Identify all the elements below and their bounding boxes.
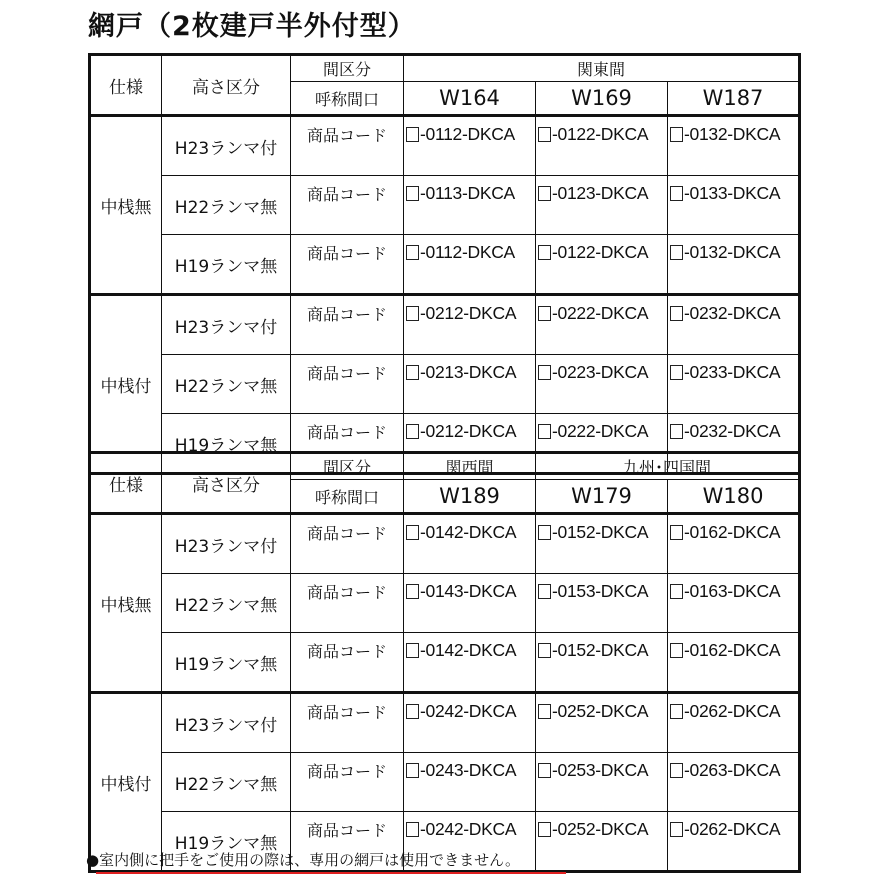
header-width: W164 (404, 82, 536, 116)
product-code-label: 商品コード (291, 812, 404, 872)
product-code-cell (668, 514, 800, 574)
product-code-cell (668, 574, 800, 633)
blank-box-icon (538, 127, 551, 142)
product-code-cell (536, 693, 668, 753)
blank-box-icon (406, 822, 419, 837)
product-code-value: -0112-DKCA (420, 242, 515, 262)
product-code-cell (536, 176, 668, 235)
blank-box-icon (406, 127, 419, 142)
blank-box-icon (538, 245, 551, 260)
blank-box-icon (406, 704, 419, 719)
header-spec: 仕様 (90, 55, 162, 116)
blank-box-icon (670, 424, 683, 439)
product-code-value: -0232-DKCA (684, 303, 781, 323)
blank-box-icon (670, 365, 683, 380)
product-code-value: -0212-DKCA (420, 303, 517, 323)
height-class-cell: H19ランマ無 (162, 633, 291, 693)
product-code-value: -0232-DKCA (684, 421, 781, 441)
product-code-value: -0132-DKCA (684, 124, 781, 144)
product-code-label: 商品コード (291, 355, 404, 414)
header-width: W169 (536, 82, 668, 116)
height-class-cell: H22ランマ無 (162, 574, 291, 633)
blank-box-icon (538, 584, 551, 599)
product-code-value: -0222-DKCA (552, 421, 649, 441)
product-code-cell (536, 633, 668, 693)
blank-box-icon (538, 704, 551, 719)
header-width: W187 (668, 82, 800, 116)
product-code-value: -0242-DKCA (420, 819, 517, 839)
blank-box-icon (670, 525, 683, 540)
product-code-value: -0142-DKCA (420, 640, 517, 660)
product-code-cell (668, 693, 800, 753)
header-row-1 (90, 453, 800, 480)
product-code-value: -0143-DKCA (420, 581, 517, 601)
product-code-cell (404, 633, 536, 693)
header-width: W189 (404, 480, 536, 514)
product-code-value: -0142-DKCA (420, 522, 517, 542)
product-code-cell (668, 355, 800, 414)
product-code-cell (404, 295, 536, 355)
header-width: W179 (536, 480, 668, 514)
blank-box-icon (406, 245, 419, 260)
header-spec: 仕様 (90, 453, 162, 514)
product-code-value: -0163-DKCA (684, 581, 781, 601)
blank-box-icon (538, 763, 551, 778)
product-code-cell (668, 235, 800, 295)
table-row (90, 574, 800, 633)
spec-cell: 中桟無 (90, 514, 162, 693)
product-code-value: -0113-DKCA (420, 183, 515, 203)
product-code-label: 商品コード (291, 116, 404, 176)
product-code-value: -0152-DKCA (552, 522, 649, 542)
product-code-cell (536, 295, 668, 355)
header-height-class: 高さ区分 (162, 55, 291, 116)
table-row (90, 633, 800, 693)
product-code-cell (536, 116, 668, 176)
product-code-cell (536, 812, 668, 872)
product-code-value: -0262-DKCA (684, 819, 781, 839)
height-class-cell: H23ランマ付 (162, 693, 291, 753)
product-code-value: -0122-DKCA (552, 124, 649, 144)
product-code-label: 商品コード (291, 176, 404, 235)
blank-box-icon (406, 365, 419, 380)
product-code-cell (536, 753, 668, 812)
blank-box-icon (670, 306, 683, 321)
product-code-cell (668, 753, 800, 812)
product-code-value: -0243-DKCA (420, 760, 517, 780)
product-code-value: -0263-DKCA (684, 760, 781, 780)
blank-box-icon (670, 643, 683, 658)
blank-box-icon (670, 245, 683, 260)
blank-box-icon (406, 584, 419, 599)
spec-cell: 中桟付 (90, 295, 162, 474)
table-row (90, 355, 800, 414)
page-title: 網戸（2枚建戸半外付型） (88, 11, 416, 42)
table-row (90, 693, 800, 753)
blank-box-icon (538, 186, 551, 201)
height-class-cell: H19ランマ無 (162, 235, 291, 295)
usage-note: ●室内側に把手をご使用の際は、専用の網戸は使用できません。 (86, 851, 520, 869)
product-code-value: -0212-DKCA (420, 421, 517, 441)
product-code-cell (404, 235, 536, 295)
product-code-label: 商品コード (291, 414, 404, 474)
product-code-value: -0123-DKCA (552, 183, 649, 203)
product-code-cell (536, 355, 668, 414)
header-region: 関西間 (404, 453, 536, 480)
product-code-label: 商品コード (291, 693, 404, 753)
product-code-cell (536, 514, 668, 574)
product-code-value: -0223-DKCA (552, 362, 649, 382)
blank-box-icon (538, 424, 551, 439)
product-code-table-kansai-kyushu (88, 451, 801, 873)
blank-box-icon (538, 306, 551, 321)
table-row (90, 116, 800, 176)
table-row (90, 176, 800, 235)
header-nominal-width: 呼称間口 (291, 480, 404, 514)
product-code-label: 商品コード (291, 514, 404, 574)
blank-box-icon (670, 186, 683, 201)
product-code-value: -0242-DKCA (420, 701, 517, 721)
table-row (90, 235, 800, 295)
product-code-value: -0162-DKCA (684, 522, 781, 542)
spec-cell: 中桟付 (90, 693, 162, 872)
product-code-label: 商品コード (291, 633, 404, 693)
blank-box-icon (406, 306, 419, 321)
height-class-cell: H23ランマ付 (162, 295, 291, 355)
blank-box-icon (406, 525, 419, 540)
product-code-value: -0252-DKCA (552, 701, 649, 721)
height-class-cell: H19ランマ無 (162, 812, 291, 872)
product-code-cell (668, 633, 800, 693)
product-code-cell (404, 116, 536, 176)
table-row (90, 514, 800, 574)
blank-box-icon (538, 643, 551, 658)
product-code-cell (668, 812, 800, 872)
product-code-cell (668, 295, 800, 355)
header-span-class: 間区分 (291, 55, 404, 82)
table-row (90, 295, 800, 355)
product-code-cell (668, 116, 800, 176)
spec-cell: 中桟無 (90, 116, 162, 295)
product-code-value: -0162-DKCA (684, 640, 781, 660)
product-code-value: -0112-DKCA (420, 124, 515, 144)
blank-box-icon (670, 584, 683, 599)
header-region: 関東間 (404, 55, 800, 82)
product-code-cell (404, 753, 536, 812)
blank-box-icon (538, 525, 551, 540)
product-code-table-kanto (88, 53, 801, 475)
product-code-cell (404, 514, 536, 574)
height-class-cell: H22ランマ無 (162, 176, 291, 235)
height-class-cell: H23ランマ付 (162, 116, 291, 176)
blank-box-icon (538, 365, 551, 380)
height-class-cell: H22ランマ無 (162, 355, 291, 414)
product-code-label: 商品コード (291, 235, 404, 295)
product-code-value: -0233-DKCA (684, 362, 781, 382)
product-code-cell (404, 693, 536, 753)
product-code-value: -0252-DKCA (552, 819, 649, 839)
product-code-cell (668, 176, 800, 235)
product-code-cell (536, 574, 668, 633)
height-class-cell: H19ランマ無 (162, 414, 291, 474)
blank-box-icon (670, 763, 683, 778)
header-span-class: 間区分 (291, 453, 404, 480)
product-code-cell (404, 176, 536, 235)
blank-box-icon (406, 643, 419, 658)
blank-box-icon (406, 424, 419, 439)
blank-box-icon (670, 127, 683, 142)
blank-box-icon (406, 186, 419, 201)
product-code-value: -0133-DKCA (684, 183, 781, 203)
product-code-label: 商品コード (291, 753, 404, 812)
header-nominal-width: 呼称間口 (291, 82, 404, 116)
blank-box-icon (538, 822, 551, 837)
product-code-cell (404, 574, 536, 633)
product-code-value: -0222-DKCA (552, 303, 649, 323)
product-code-value: -0152-DKCA (552, 640, 649, 660)
note-underline (96, 872, 566, 874)
height-class-cell: H23ランマ付 (162, 514, 291, 574)
blank-box-icon (670, 822, 683, 837)
height-class-cell: H22ランマ無 (162, 753, 291, 812)
product-code-label: 商品コード (291, 295, 404, 355)
table-row (90, 753, 800, 812)
product-code-cell (536, 235, 668, 295)
header-row-1 (90, 55, 800, 82)
blank-box-icon (406, 763, 419, 778)
product-code-cell (404, 355, 536, 414)
header-height-class: 高さ区分 (162, 453, 291, 514)
product-code-value: -0153-DKCA (552, 581, 649, 601)
product-code-value: -0122-DKCA (552, 242, 649, 262)
product-code-value: -0253-DKCA (552, 760, 649, 780)
product-code-value: -0213-DKCA (420, 362, 517, 382)
blank-box-icon (670, 704, 683, 719)
header-width: W180 (668, 480, 800, 514)
product-code-label: 商品コード (291, 574, 404, 633)
product-code-value: -0262-DKCA (684, 701, 781, 721)
header-region: 九州･四国間 (536, 453, 800, 480)
product-code-value: -0132-DKCA (684, 242, 781, 262)
